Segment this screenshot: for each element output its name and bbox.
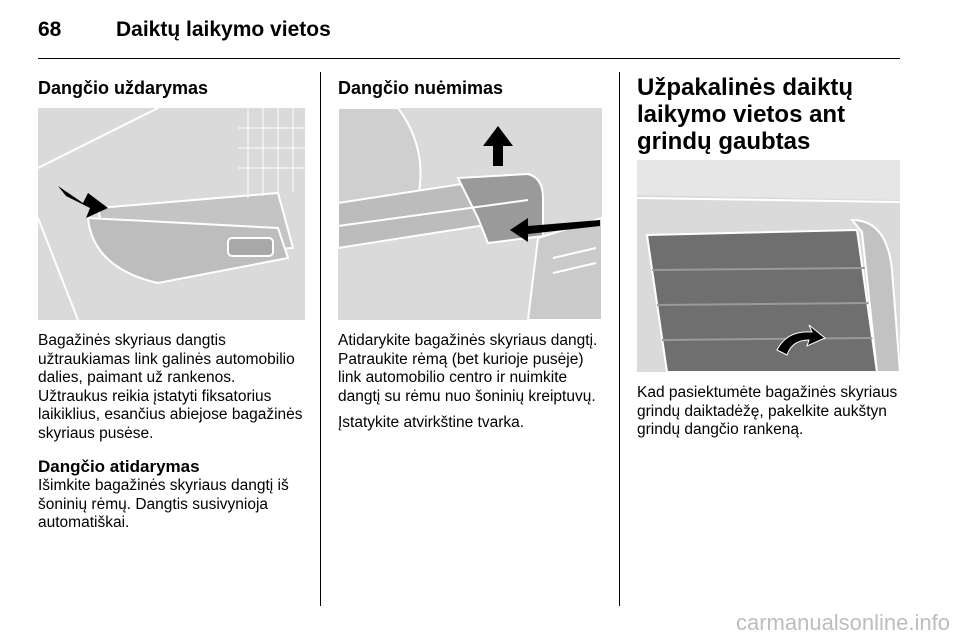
column-divider-1 <box>320 72 321 606</box>
page-number: 68 <box>38 18 62 41</box>
paragraph-cover-removal: Atidarykite bagažinės skyriaus dangtį. Patraukite rėmą (bet kurioje pusėje) link automobilio centro ir nuimkite dangtį su rėmu nuo šoninių kreiptuvų. <box>338 332 598 405</box>
column-2-text <box>338 332 608 433</box>
column-3 <box>637 74 907 155</box>
page-header <box>38 18 331 42</box>
illustration-cover-closing <box>38 108 305 320</box>
paragraph-cover-opening: Išimkite bagažinės skyriaus dangtį iš šoninių rėmų. Dangtis susivynioja automatiškai. <box>38 477 289 531</box>
paragraph-reinstall: Įstatykite atvirkštine tvarka. <box>338 414 525 431</box>
paragraph-floor-cover: Kad pasiektumėte bagažinės skyriaus grindų daiktadėžę, pakelkite aukštyn grindų dangčio rankeną. <box>637 384 898 438</box>
section-heading-floor-cover: Užpakalinės daiktų laikymo vietos ant grindų gaubtas <box>637 74 854 155</box>
column-divider-2 <box>619 72 620 606</box>
section-heading-cover-closing: Dangčio uždarymas <box>38 78 209 98</box>
header-rule <box>38 58 900 59</box>
subheading-cover-opening: Dangčio atidarymas <box>38 457 200 476</box>
paragraph-cover-closing: Bagažinės skyriaus dangtis užtraukiamas link galinės automobilio dalies, paimant už rankenos. Užtraukus reikia įstatyti fiksatorius laikiklius, esančius abiejose bagažinės skyriaus pusėse. <box>38 332 303 442</box>
illustration-cover-removal <box>338 108 602 320</box>
column-3-text <box>637 384 907 440</box>
section-heading-cover-removal: Dangčio nuėmimas <box>338 78 504 98</box>
illustration-floor-cover <box>637 160 900 372</box>
column-2 <box>338 78 608 99</box>
watermark: carmanualsonline.info <box>735 610 950 635</box>
column-1-text <box>38 332 308 533</box>
page-title: Daiktų laikymo vietos <box>116 18 331 41</box>
column-1 <box>38 78 308 99</box>
